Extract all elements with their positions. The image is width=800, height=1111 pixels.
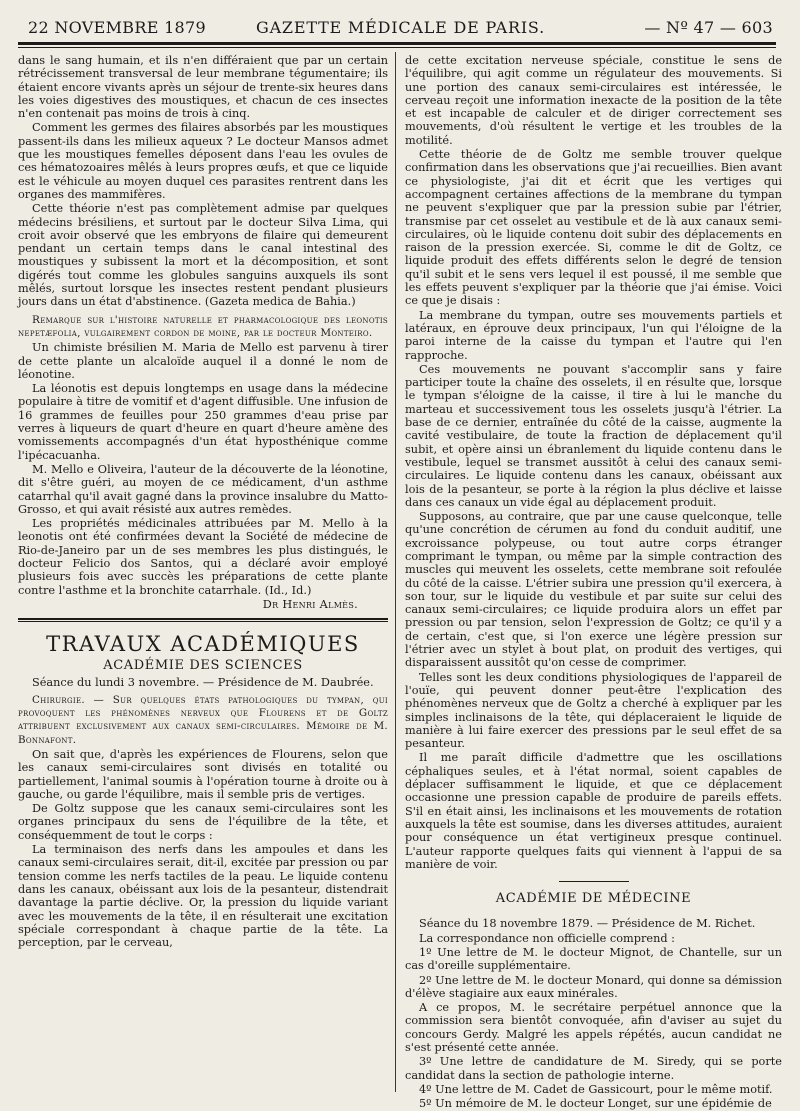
paragraph: La terminaison des nerfs dans les ampoules et dans les canaux semi-circulaires serait, dit-il, excitée par pression ou par tension comme les nerfs tactiles de la peau. Le liquide contenu dans les canaux, obéissant aux lois de la pesanteur, distendrait davantage la partie déclive. Or, la pression du liquide variant avec les mouvements de la tête, il en résulterait une excitation spéciale correspondant à chaque partie de la tête. La perception, par le cerveau, [18, 843, 388, 950]
paragraph: de cette excitation nerveuse spéciale, constitue le sens de l'équilibre, qui agit comme un régulateur des mouvements. Si une portion des canaux semi-circulaires est intéressée, le cerveau reçoit une information inexacte de la position de la tête et est incapable de calculer et de diriger correctement ses mouvements, d'où résultent le vertige et les troubles de la motilité. [405, 54, 782, 147]
paragraph: A ce propos, M. le secrétaire perpétuel annonce que la commission sera bientôt convoquée, afin d'aviser au sujet du concours Gerdy. Malgré les appels répétés, aucun candidat ne s'est présenté cette année. [405, 1001, 782, 1055]
paragraph: 1º Une lettre de M. le docteur Mignot, de Chantelle, sur un cas d'oreille supplémentaire. [405, 946, 782, 973]
paragraph: Un chimiste brésilien M. Maria de Mello est parvenu à tirer de cette plante un alcaloïde auquel il a donné le nom de léonotine. [18, 341, 388, 381]
academy-title: ACADÉMIE DES SCIENCES [103, 658, 303, 674]
article-heading: Chirurgie. — Sur quelques états pathologiques du tympan, qui provoquent les phénomènes nerveux que Flourens et de Goltz attribuent exclusivement aux canaux semi-circulaires. Mémoire de M. Bonnafont. [18, 693, 388, 746]
paragraph: Ces mouvements ne pouvant s'accomplir sans y faire participer toute la chaîne des osselets, il en résulte que, lorsque le tympan s'éloigne de la caisse, il tire à lui le manche du marteau et successivement tous les osselets jusqu'à l'étrier. La base de ce dernier, entraînée du côté de la caisse, augmente la cavité vestibulaire, de toute la fraction de déplacement qu'il subit, et opère ainsi un ébranlement du liquide contenu dans le vestibule, lequel se transmet aussitôt à celui des canaux semi-circulaires. Le liquide contenu dans les canaux, obéissant aux lois de la pesanteur, se porte à la région la plus déclive et laisse dans ces canaux un vide égal au déplacement produit. [405, 362, 782, 509]
paragraph: M. Mello e Oliveira, l'auteur de la découverte de la léonotine, dit s'être guéri, au moyen de ce médicament, d'un asthme catarrhal qu'il avait gagné dans la province insalubre du Matto-Grosso, et qui avait résisté aux autres remèdes. [18, 462, 388, 516]
paragraph: Cette théorie n'est pas complètement admise par quelques médecins brésiliens, et surtout par le docteur Silva Lima, qui croit avoir observé que les embryons de filaire qui demeurent pendant un certain temps dans le canal intestinal des moustiques y subissent la mort et la décomposition, et sont digérés tout comme les globules sanguins auxquels ils sont mêlés, surtout lorsque les insectes restent pendant plusieurs jours dans un état d'abstinence. (Gazeta medica de Bahia.) [18, 202, 388, 309]
header-rule-thick [18, 42, 776, 45]
left-column [18, 54, 388, 1094]
paragraph: La léonotis est depuis longtemps en usage dans la médecine populaire à titre de vomitif et d'agent diffusible. Une infusion de 16 grammes de feuilles pour 250 grammes d'eau prise par verres à liqueurs de quart d'heure en quart d'heure amène des vomissements accompagnés d'un état hyposthénique comme l'ipécacuanha. [18, 382, 388, 462]
signature: Dr Henri Almès. [262, 597, 358, 611]
paragraph: La correspondance non officielle comprend : [419, 931, 675, 945]
page-header [28, 14, 773, 40]
header-title: GAZETTE MÉDICALE DE PARIS. [255, 18, 546, 37]
separator-rule [559, 881, 629, 882]
paragraph: De Goltz suppose que les canaux semi-circulaires sont les organes principaux du sens de l'équilibre de la tête, et conséquemment de tout le corps : [18, 802, 388, 842]
paragraph: Cette théorie de de Goltz me semble trouver quelque confirmation dans les observations que j'ai recueillies. Bien avant ce physiologiste, j'ai dit et écrit que les vertiges qui accompagnent certaines affections de la membrane du tympan ne peuvent s'expliquer que par la pression subie par l'étrier, transmise par cet osselet au vestibule et de là aux canaux semi-circulaires, où le liquide contenu doit subir des déplacements en raison de la pression exercée. Si, comme le dit de Goltz, ce liquide produit des effets différents selon le degré de tension qu'il subit et le sens vers lequel il est poussé, il me semble que les effets peuvent s'expliquer par la théorie que j'ai émise. Voici ce que je disais : [405, 148, 782, 308]
paragraph: 3º Une lettre de candidature de M. Siredy, qui se porte candidat dans la section de pathologie interne. [405, 1055, 782, 1082]
section-rule [18, 618, 388, 620]
paragraph: dans le sang humain, et ils n'en différaient que par un certain rétrécissement transversal de leur membrane tégumentaire; ils étaient encore vivants après un séjour de trente-six heures dans les voies digestives des moustiques, et chacun de ces insectes n'en contenait pas moins de trois à cinq. [18, 54, 388, 121]
header-date: 22 NOVEMBRE 1879 [28, 18, 206, 37]
paragraph: Supposons, au contraire, que par une cause quelconque, telle qu'une concrétion de cérumen au fond du conduit auditif, une excroissance polypeuse, ou tout autre corps étranger comprimant le tympan, ou même par la simple contraction des muscles qui meuvent les osselets, cette membrane soit refoulée du côté de la caisse. L'étrier subira une pression qu'il exercera, à son tour, sur le liquide du vestibule et par suite sur celui des canaux semi-circulaires; ce liquide produira alors un effet par pression ou par tension, selon l'expression de Goltz; ce qu'il y a de certain, c'est que, si l'on exerce une légère pression sur l'étrier avec un stylet à bout plat, on produit des vertiges, qui disparaissent aussitôt qu'on cesse de comprimer. [405, 510, 782, 670]
paragraph: Il me paraît difficile d'admettre que les oscillations céphaliques seules, et à l'état normal, soient capables de déplacer suffisamment le liquide, et que ce déplacement occasionne une pression capable de produire de pareils effets. S'il en était ainsi, les inclinaisons et les mouvements de rotation auxquels la tête est soumise, dans les diverses attitudes, auraient pour conséquence un état vertigineux presque continuel. L'auteur rapporte quelques faits qui viennent à l'appui de sa manière de voir. [405, 751, 782, 871]
column-divider [395, 52, 396, 1092]
paragraph: On sait que, d'après les expériences de Flourens, selon que les canaux semi-circulaires sont divisés en totalité ou partiellement, l'animal soumis à l'opération tourne à droite ou à gauche, ou garde l'équilibre, mais il semble pris de vertiges. [18, 747, 388, 801]
paragraph: Telles sont les deux conditions physiologiques de l'appareil de l'ouïe, qui peuvent donner peut-être l'explication des phénomènes nerveux que de Goltz a cherché à expliquer par les simples inclinaisons de la tête, qui déplaceraient le liquide de manière à lui faire exercer des pressions par le seul effet de sa pesanteur. [405, 670, 782, 751]
paragraph: Comment les germes des filaires absorbés par les moustiques passent-ils dans les milieux aqueux ? Le docteur Mansos admet que les moustiques femelles déposent dans l'eau les ovules de ces hématozoaires mêlés à leurs propres œufs, et que ce liquide est le véhicule au moyen duquel ces parasites rentrent dans les organes des mammifères. [18, 121, 388, 201]
section-rule-thin [18, 621, 388, 622]
session-line: Séance du lundi 3 novembre. — Présidence de M. Daubrée. [32, 676, 374, 690]
paragraph: Les propriétés médicinales attribuées par M. Mello à la leonotis ont été confirmées devant la Société de médecine de Rio-de-Janeiro par un de ses membres les plus distingués, le docteur Felicio dos Santos, qui a déclaré avoir employé plusieurs fois avec succès les préparations de cette plante contre l'asthme et la bronchite catarrhale. (Id., Id.) [18, 517, 388, 597]
paragraph: 5º Un mémoire de M. le docteur Longet, sur une épidémie de [419, 1097, 772, 1111]
paragraph: La membrane du tympan, outre ses mouvements partiels et latéraux, en éprouve deux principaux, l'un qui l'éloigne de la paroi interne de la caisse du tympan et l'autre qui l'en rapproche. [405, 308, 782, 362]
right-column [405, 54, 782, 1111]
section-title: TRAVAUX ACADÉMIQUES [46, 632, 360, 657]
session-line: Séance du 18 novembre 1879. — Présidence de M. Richet. [419, 917, 756, 931]
paragraph: 4º Une lettre de M. Cadet de Gassicourt, pour le même motif. [419, 1082, 773, 1096]
academy-title: ACADÉMIE DE MÉDECINE [495, 891, 692, 907]
header-number: — Nº 47 — 603 [644, 18, 773, 37]
article-heading: Remarque sur l'histoire naturelle et pharmacologique des leonotis nepetæfolia, vulgairement cordon de moine, par le docteur Monteiro. [18, 313, 388, 339]
paragraph: 2º Une lettre de M. le docteur Monard, qui donne sa démission d'élève stagiaire aux eaux minérales. [405, 973, 782, 1000]
header-rule-thin [18, 47, 776, 48]
